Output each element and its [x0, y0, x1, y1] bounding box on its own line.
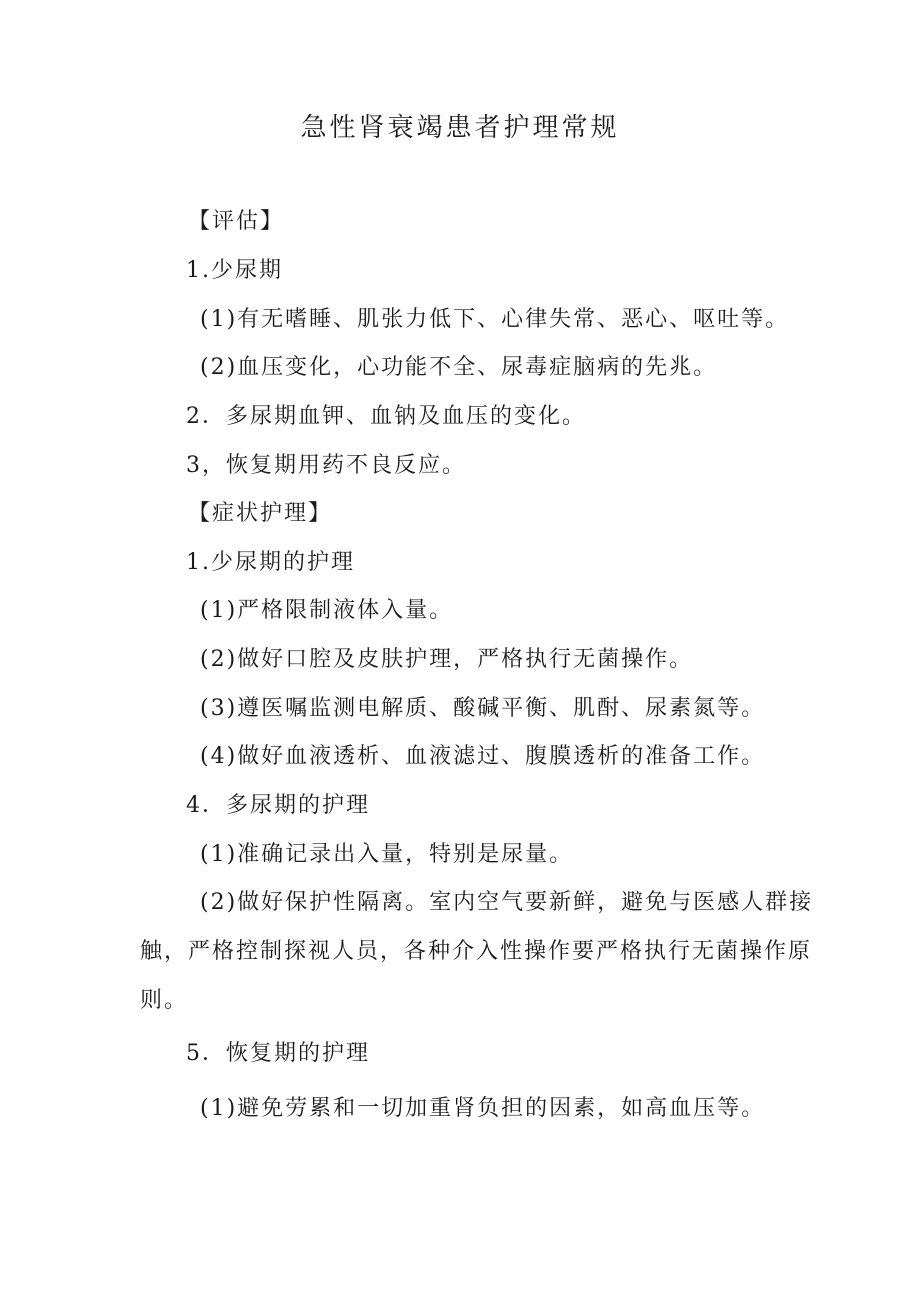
polyuria-subitem-2-cont: 触，严格控制探视人员，各种介入性操作要严格执行无菌操作原 [140, 939, 813, 964]
care-item-polyuria: 4．多尿期的护理 [186, 793, 370, 818]
document-title: 急性肾衰竭患者护理常规 [300, 113, 620, 143]
polyuria-subitem-2-end: 则。 [140, 988, 189, 1013]
assessment-subitem-1: (1)有无嗜睡、肌张力低下、心律失常、恶心、呕吐等。 [200, 307, 790, 332]
assessment-item-oliguria: 1.少尿期 [186, 258, 283, 283]
polyuria-subitem-2: (2)做好保护性隔离。室内空气要新鲜，避免与医感人群接 [200, 890, 814, 915]
care-subitem-1: (1)严格限制液体入量。 [200, 598, 454, 623]
assessment-item-recovery: 3，恢复期用药不良反应。 [186, 453, 466, 478]
care-subitem-2: (2)做好口腔及皮肤护理，严格执行无菌操作。 [200, 647, 694, 672]
care-item-recovery: 5．恢复期的护理 [186, 1041, 370, 1066]
care-subitem-3: (3)遵医嘱监测电解质、酸碱平衡、肌酎、尿素氮等。 [200, 696, 766, 721]
assessment-subitem-2: (2)血压变化，心功能不全、尿毒症脑病的先兆。 [200, 355, 718, 380]
recovery-subitem-1: (1)避免劳累和一切加重肾负担的因素，如高血压等。 [200, 1096, 766, 1121]
section-heading-symptom-care: 【症状护理】 [188, 501, 333, 526]
section-heading-assessment: 【评估】 [188, 209, 285, 234]
care-item-oliguria: 1.少尿期的护理 [186, 550, 355, 575]
care-subitem-4: (4)做好血液透析、血液滤过、腹膜透析的准备工作。 [200, 744, 766, 769]
assessment-item-polyuria: 2．多尿期血钾、血钠及血压的变化。 [186, 404, 586, 429]
polyuria-subitem-1: (1)准确记录出入量，特别是尿量。 [200, 842, 574, 867]
